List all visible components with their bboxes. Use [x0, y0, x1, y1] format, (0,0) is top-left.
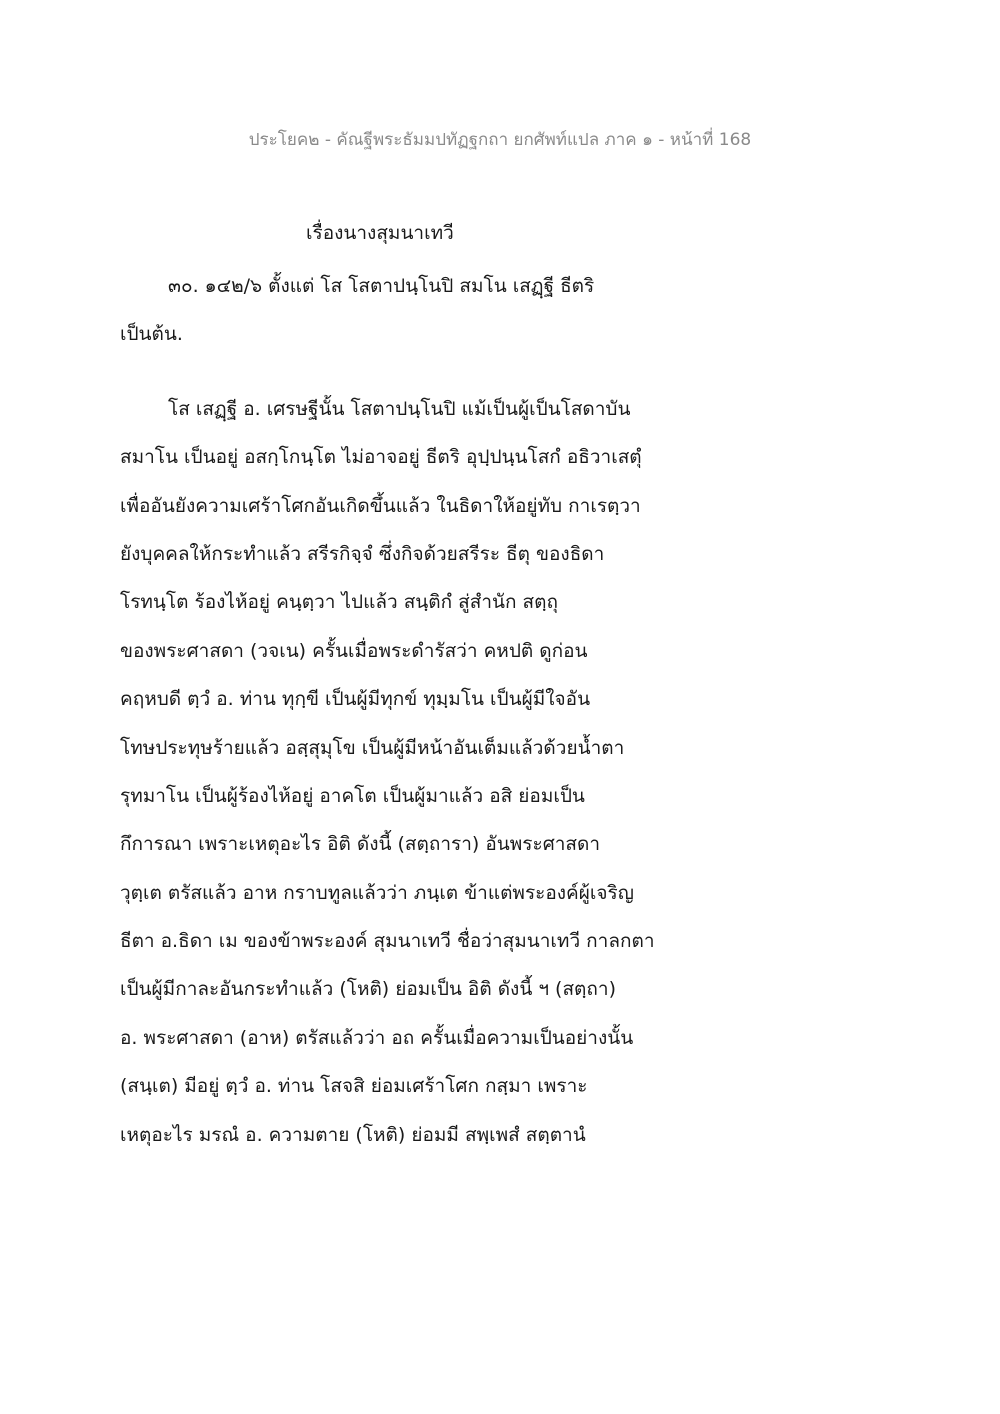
text-line: โส เสฏฺฐี อ. เศรษฐีนั้น โสตาปนฺโนปิ แม้เป็นผู้เป็นโสดาบัน — [168, 397, 631, 420]
story-title: เรื่องนางสุมนาเทวี — [306, 222, 454, 244]
body-text — [120, 262, 740, 1159]
text-line: คฤหบดี ตฺวํ อ. ท่าน ทุกฺขี เป็นผู้มีทุกข์ ทุมฺมโน เป็นผู้มีใจอัน — [120, 688, 591, 711]
text-line: ๓๐. ๑๔๒/๖ ตั้งแต่ โส โสตาปนฺโนปิ สมโน เสฏฺฐี ธีตริ — [168, 275, 595, 297]
text-line: เหตุอะไร มรณํ อ. ความตาย (โหติ) ย่อมมี สพฺเพสํ สตฺตานํ — [120, 1123, 586, 1146]
running-header: ประโยค๒ - คัณฐีพระธัมมปทัฏฐกถา ยกศัพท์แปล ภาค ๑ - หน้าที่ 168 — [248, 130, 752, 150]
text-line: รุทมาโน เป็นผู้ร้องไห้อยู่ อาคโต เป็นผู้มาแล้ว อสิ ย่อมเป็น — [120, 784, 585, 807]
text-line: (สนฺเต) มีอยู่ ตฺวํ อ. ท่าน โสจสิ ย่อมเศร้าโศก กสฺมา เพราะ — [120, 1075, 588, 1098]
text-line: โทษประทุษร้ายแล้ว อสฺสุมุโข เป็นผู้มีหน้าอันเต็มแล้วด้วยน้ำตา — [120, 736, 625, 759]
text-line: เพื่ออันยังความเศร้าโศกอันเกิดขึ้นแล้ว ในธิดาให้อยู่ทับ กาเรตฺวา — [120, 494, 641, 517]
text-line: ยังบุคคลให้กระทำแล้ว สรีรกิจฺจํ ซึ่งกิจด้วยสรีระ ธีตุ ของธิดา — [120, 542, 605, 565]
text-line: สมาโน เป็นอยู่ อสกฺโกนฺโต ไม่อาจอยู่ ธีตริ อุปฺปนฺนโสกํ อธิวาเสตุํ — [120, 446, 642, 469]
text-line: เป็นผู้มีกาละอันกระทำแล้ว (โหติ) ย่อมเป็น อิติ ดังนี้ ฯ (สตฺถา) — [120, 978, 616, 1001]
text-line: อ. พระศาสดา (อาห) ตรัสแล้วว่า อถ ครั้นเมื่อความเป็นอย่างนั้น — [120, 1026, 634, 1049]
text-line: ธีตา อ.ธิดา เม ของข้าพระองค์ สุมนาเทวี ชื่อว่าสุมนาเทวี กาลกตา — [120, 930, 655, 953]
text-line: กึการณา เพราะเหตุอะไร อิติ ดังนี้ (สตฺถารา) อันพระศาสดา — [120, 833, 601, 856]
text-line: วุตฺเต ตรัสแล้ว อาห กราบทูลแล้วว่า ภนฺเต ข้าแต่พระองค์ผู้เจริญ — [120, 881, 634, 904]
text-line: ของพระศาสดา (วจเน) ครั้นเมื่อพระดำรัสว่า คหปติ ดูก่อน — [120, 639, 588, 662]
text-line: เป็นต้น. — [120, 323, 183, 346]
text-line: โรทนฺโต ร้องไห้อยู่ คนฺตฺวา ไปแล้ว สนฺติกํ สู่สำนัก สตฺถุ — [120, 591, 558, 614]
